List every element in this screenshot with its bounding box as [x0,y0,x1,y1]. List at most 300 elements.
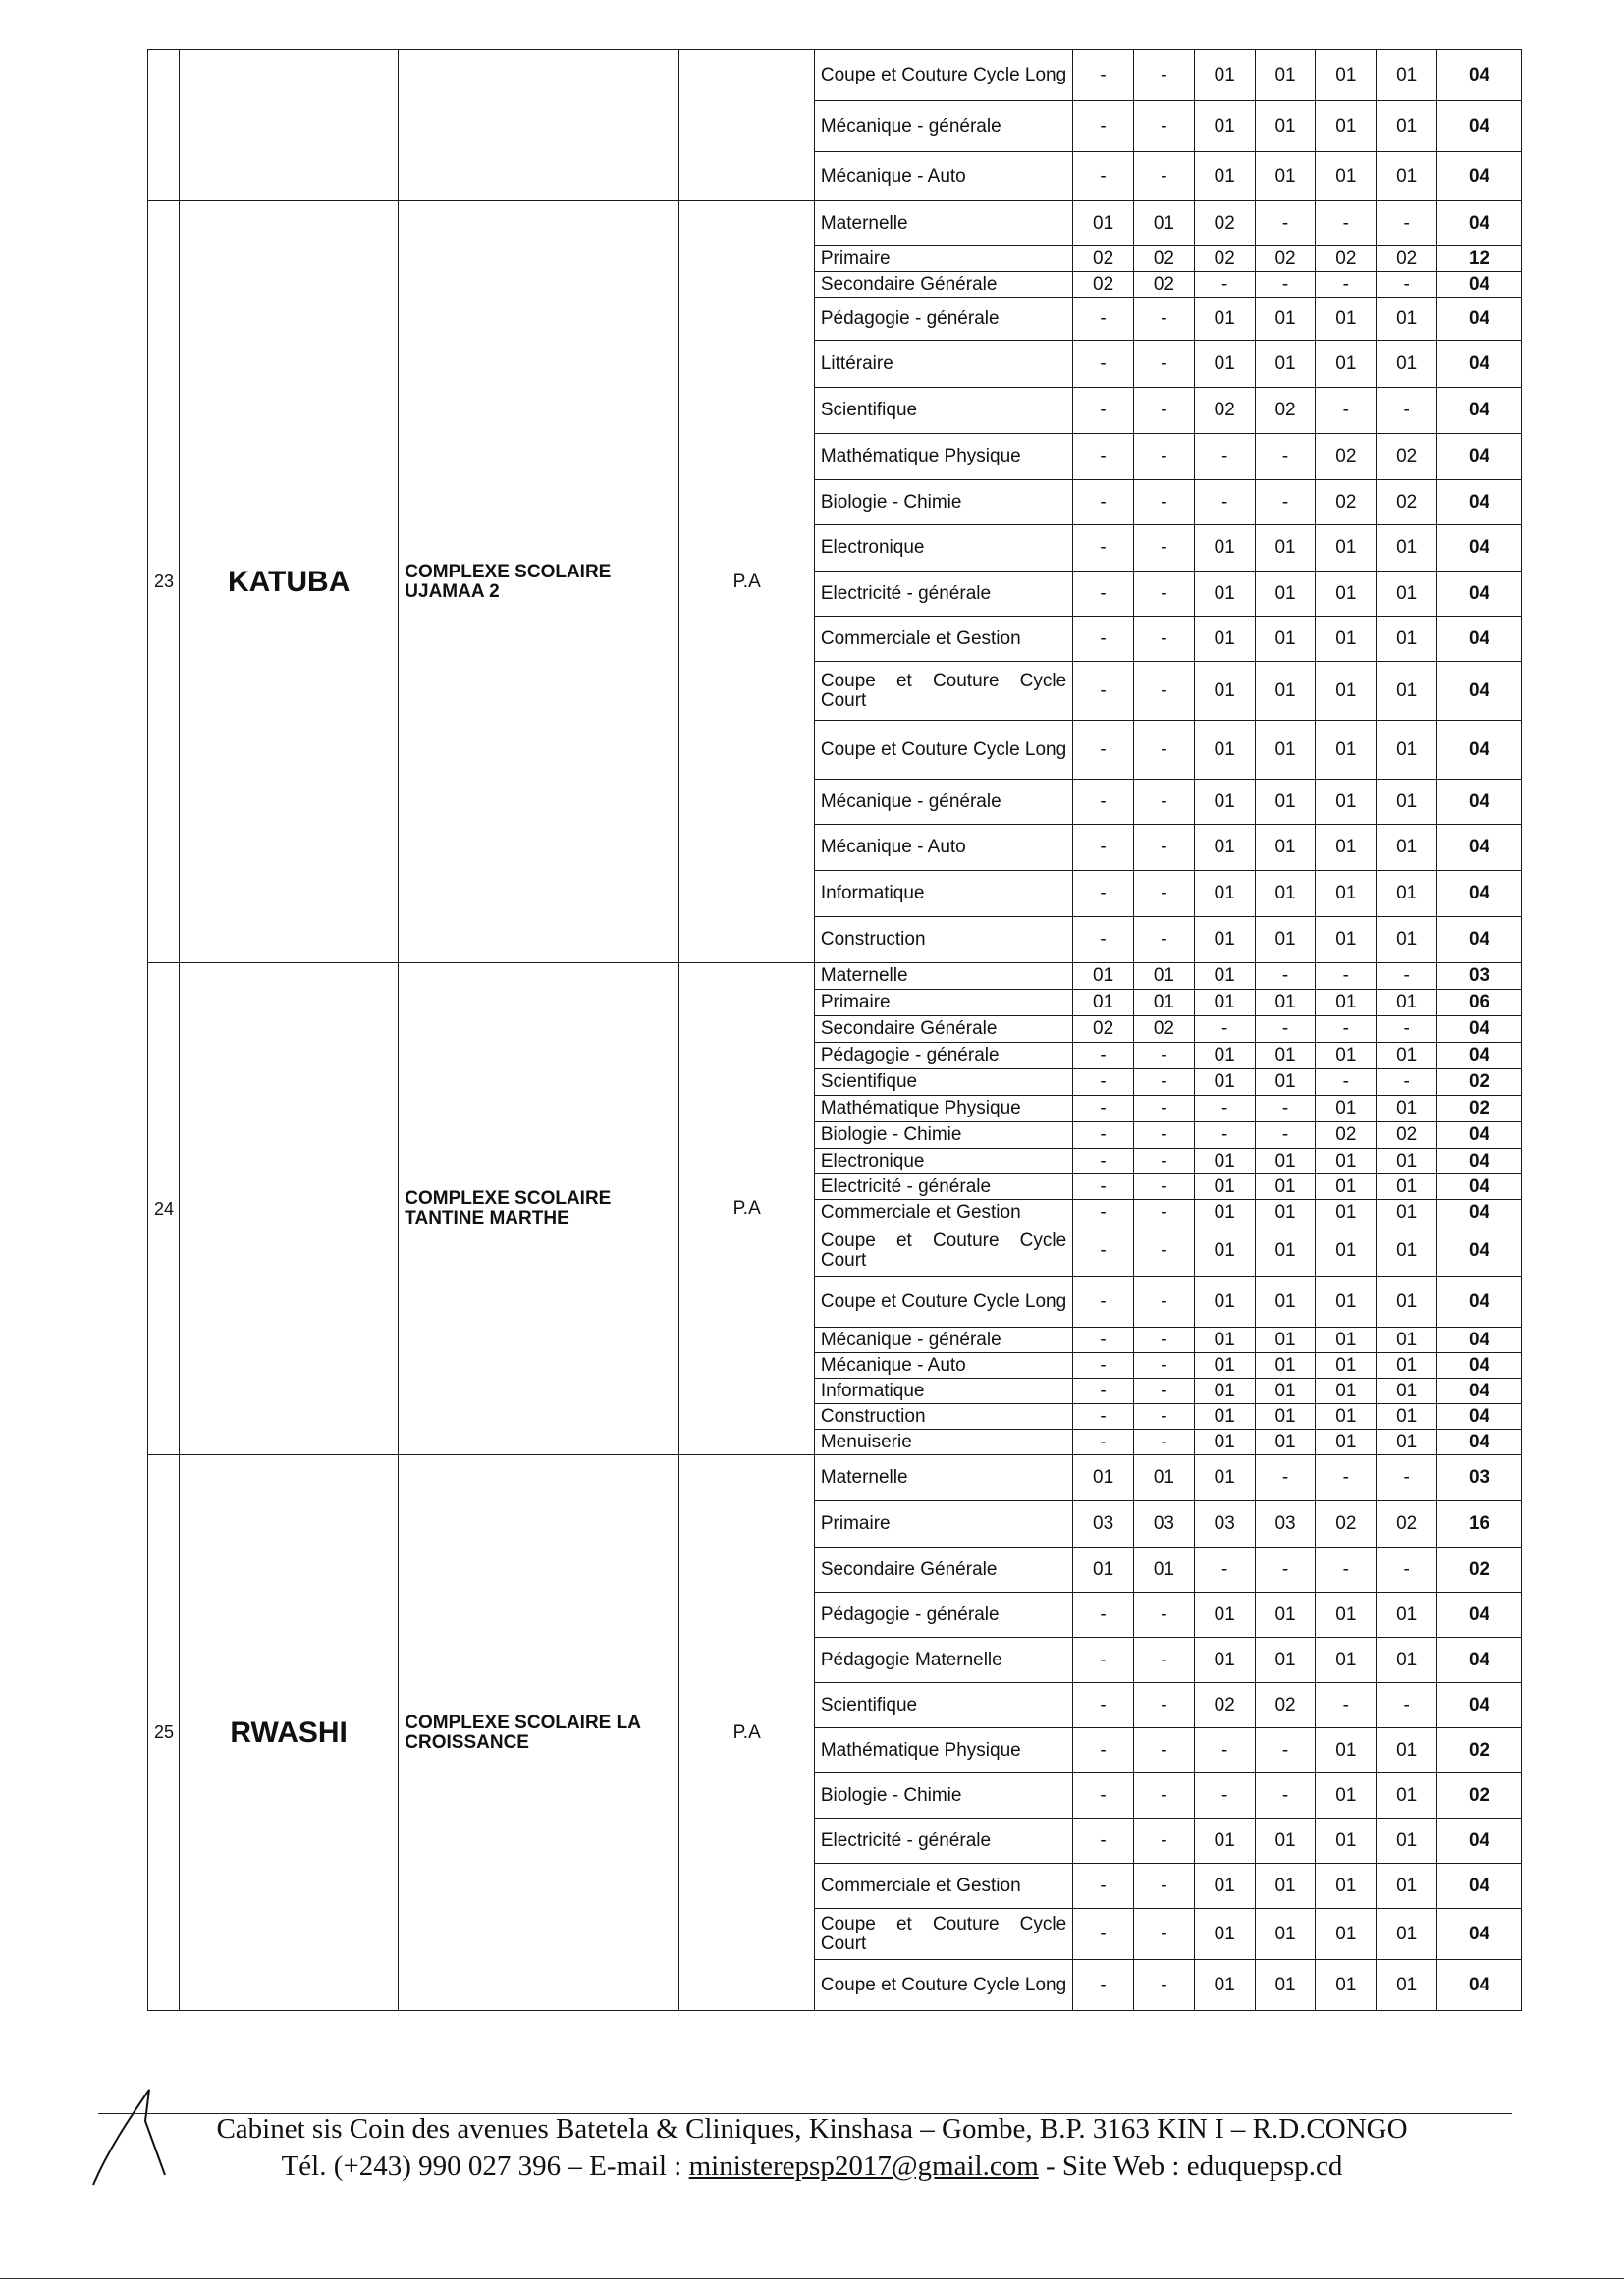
class-count-2: - [1133,341,1194,388]
management-regime: P.A [679,1455,814,2011]
class-count-1: - [1073,480,1134,525]
class-count-2: 01 [1133,963,1194,990]
option-name: Commerciale et Gestion [814,1200,1072,1225]
option-name: Informatique [814,871,1072,917]
class-count-6: 01 [1377,341,1437,388]
total-count: 02 [1437,1069,1522,1096]
class-count-4: 01 [1255,1174,1316,1200]
option-name: Mécanique - générale [814,1328,1072,1353]
class-count-4: 01 [1255,1149,1316,1174]
class-count-5: 01 [1316,780,1377,825]
class-count-3: - [1194,1728,1255,1773]
class-count-3: 01 [1194,1149,1255,1174]
school-number [148,50,180,201]
class-count-5: 02 [1316,434,1377,480]
class-count-2: - [1133,1638,1194,1683]
class-count-5: 01 [1316,917,1377,963]
class-count-3: 01 [1194,871,1255,917]
class-count-4: 01 [1255,1593,1316,1638]
class-count-4: 01 [1255,341,1316,388]
total-count: 04 [1437,1683,1522,1728]
class-count-3: - [1194,1096,1255,1122]
total-count: 02 [1437,1548,1522,1593]
total-count: 04 [1437,1638,1522,1683]
class-count-2: 02 [1133,246,1194,272]
total-count: 04 [1437,780,1522,825]
class-count-6: 01 [1377,298,1437,341]
option-name: Pédagogie - générale [814,1043,1072,1069]
class-count-2: - [1133,1043,1194,1069]
class-count-3: 01 [1194,1864,1255,1909]
class-count-5: - [1316,388,1377,434]
class-count-3: 01 [1194,917,1255,963]
class-count-2: - [1133,1404,1194,1430]
class-count-4: 01 [1255,780,1316,825]
class-count-6: 01 [1377,780,1437,825]
option-name: Coupe et Couture Cycle Long [814,721,1072,780]
class-count-5: 01 [1316,1096,1377,1122]
option-name: Primaire [814,246,1072,272]
total-count: 04 [1437,388,1522,434]
footer-email-link[interactable]: ministerepsp2017@gmail.com [688,2150,1039,2182]
option-name: Mécanique - Auto [814,825,1072,871]
total-count: 03 [1437,963,1522,990]
class-count-2: - [1133,662,1194,721]
class-count-1: 01 [1073,1455,1134,1501]
class-count-6: 02 [1377,1122,1437,1149]
class-count-4: 01 [1255,1909,1316,1960]
class-count-2: - [1133,298,1194,341]
class-count-2: - [1133,1149,1194,1174]
commune-name [180,963,399,1455]
management-regime: P.A [679,201,814,963]
total-count: 04 [1437,525,1522,572]
class-count-5: 01 [1316,572,1377,617]
total-count: 04 [1437,1819,1522,1864]
class-count-2: 01 [1133,1455,1194,1501]
class-count-1: 01 [1073,1548,1134,1593]
class-count-6: - [1377,1683,1437,1728]
option-name: Electricité - générale [814,1174,1072,1200]
total-count: 04 [1437,50,1522,101]
class-count-6: 01 [1377,1404,1437,1430]
class-count-6: 01 [1377,1430,1437,1455]
class-count-5: 01 [1316,1328,1377,1353]
total-count: 06 [1437,990,1522,1016]
total-count: 04 [1437,1379,1522,1404]
class-count-3: 01 [1194,1200,1255,1225]
class-count-1: - [1073,1277,1134,1328]
class-count-1: - [1073,1225,1134,1277]
class-count-4: 01 [1255,1353,1316,1379]
class-count-2: - [1133,1728,1194,1773]
class-count-1: - [1073,1593,1134,1638]
class-count-4: - [1255,1548,1316,1593]
total-count: 04 [1437,1043,1522,1069]
class-count-1: 01 [1073,990,1134,1016]
class-count-2: - [1133,1225,1194,1277]
class-count-5: 01 [1316,1773,1377,1819]
class-count-5: 01 [1316,1174,1377,1200]
class-count-5: - [1316,1069,1377,1096]
class-count-3: - [1194,480,1255,525]
class-count-4: 01 [1255,101,1316,152]
table-row [148,201,1522,246]
class-count-6: 01 [1377,101,1437,152]
class-count-4: - [1255,272,1316,298]
class-count-1: - [1073,1773,1134,1819]
class-count-4: 01 [1255,871,1316,917]
class-count-3: 01 [1194,298,1255,341]
class-count-1: - [1073,1096,1134,1122]
class-count-5: 01 [1316,1638,1377,1683]
school-name: COMPLEXE SCOLAIRE TANTINE MARTHE [399,963,679,1455]
class-count-3: 01 [1194,617,1255,662]
class-count-6: 01 [1377,1277,1437,1328]
class-count-6: - [1377,388,1437,434]
class-count-6: - [1377,1548,1437,1593]
class-count-5: 01 [1316,617,1377,662]
class-count-5: - [1316,963,1377,990]
class-count-3: 02 [1194,201,1255,246]
option-name: Primaire [814,990,1072,1016]
option-name: Mathématique Physique [814,434,1072,480]
class-count-3: 01 [1194,50,1255,101]
option-name: Scientifique [814,388,1072,434]
class-count-5: 01 [1316,1225,1377,1277]
class-count-6: 02 [1377,1501,1437,1548]
class-count-4: 01 [1255,50,1316,101]
class-count-6: - [1377,963,1437,990]
class-count-6: 01 [1377,1043,1437,1069]
total-count: 04 [1437,1864,1522,1909]
class-count-4: - [1255,201,1316,246]
class-count-3: 01 [1194,1225,1255,1277]
class-count-4: 01 [1255,525,1316,572]
class-count-1: - [1073,1864,1134,1909]
class-count-6: 01 [1377,617,1437,662]
class-count-4: 01 [1255,1277,1316,1328]
class-count-5: 01 [1316,1909,1377,1960]
class-count-4: - [1255,1096,1316,1122]
class-count-6: 01 [1377,525,1437,572]
class-count-2: - [1133,1200,1194,1225]
class-count-5: 01 [1316,341,1377,388]
class-count-3: 02 [1194,388,1255,434]
class-count-4: 01 [1255,1379,1316,1404]
class-count-3: 01 [1194,1069,1255,1096]
class-count-1: - [1073,341,1134,388]
class-count-1: - [1073,388,1134,434]
option-name: Commerciale et Gestion [814,1864,1072,1909]
class-count-1: 02 [1073,246,1134,272]
class-count-3: - [1194,1773,1255,1819]
class-count-4: 01 [1255,1819,1316,1864]
class-count-4: 01 [1255,990,1316,1016]
footer-address: Cabinet sis Coin des avenues Batetela & Cliniques, Kinshasa – Gombe, B.P. 3163 KIN I – R.D.CONGO [216,2113,1408,2145]
class-count-4: 01 [1255,662,1316,721]
class-count-4: - [1255,434,1316,480]
class-count-5: - [1316,272,1377,298]
option-name: Mathématique Physique [814,1096,1072,1122]
class-count-6: 01 [1377,1353,1437,1379]
option-name: Maternelle [814,1455,1072,1501]
class-count-2: 03 [1133,1501,1194,1548]
class-count-3: - [1194,272,1255,298]
total-count: 04 [1437,871,1522,917]
class-count-1: - [1073,780,1134,825]
class-count-3: 01 [1194,1379,1255,1404]
class-count-3: 01 [1194,525,1255,572]
class-count-6: - [1377,1069,1437,1096]
class-count-2: - [1133,1328,1194,1353]
class-count-2: - [1133,572,1194,617]
class-count-5: 01 [1316,1379,1377,1404]
class-count-1: 01 [1073,201,1134,246]
total-count: 04 [1437,662,1522,721]
class-count-6: 01 [1377,1149,1437,1174]
commune-name: KATUBA [180,201,399,963]
class-count-4: 01 [1255,1225,1316,1277]
total-count: 04 [1437,1122,1522,1149]
class-count-4: 01 [1255,152,1316,201]
class-count-1: - [1073,1683,1134,1728]
option-name: Pédagogie Maternelle [814,1638,1072,1683]
class-count-2: - [1133,1430,1194,1455]
class-count-2: - [1133,617,1194,662]
option-name: Littéraire [814,341,1072,388]
class-count-4: 01 [1255,825,1316,871]
class-count-4: - [1255,1773,1316,1819]
class-count-6: 01 [1377,1909,1437,1960]
total-count: 04 [1437,1149,1522,1174]
option-name: Coupe et Couture Cycle Long [814,1960,1072,2011]
class-count-6: 01 [1377,1328,1437,1353]
class-count-3: 01 [1194,1819,1255,1864]
class-count-3: 01 [1194,1455,1255,1501]
class-count-3: 01 [1194,1593,1255,1638]
total-count: 04 [1437,572,1522,617]
class-count-1: - [1073,1960,1134,2011]
footer-phone: Tél. (+243) 990 027 396 – E-mail : [281,2150,689,2182]
class-count-1: - [1073,298,1134,341]
class-count-2: - [1133,525,1194,572]
school-name: COMPLEXE SCOLAIRE LA CROISSANCE [399,1455,679,2011]
total-count: 02 [1437,1728,1522,1773]
class-count-6: 01 [1377,990,1437,1016]
option-name: Secondaire Générale [814,1016,1072,1043]
class-count-1: - [1073,434,1134,480]
class-count-4: 01 [1255,1043,1316,1069]
class-count-6: 01 [1377,871,1437,917]
total-count: 04 [1437,1174,1522,1200]
class-count-4: 01 [1255,1200,1316,1225]
class-count-2: - [1133,1122,1194,1149]
class-count-1: - [1073,871,1134,917]
class-count-3: 02 [1194,1683,1255,1728]
class-count-5: - [1316,201,1377,246]
total-count: 04 [1437,825,1522,871]
class-count-2: - [1133,871,1194,917]
management-regime [679,50,814,201]
class-count-2: - [1133,50,1194,101]
total-count: 04 [1437,341,1522,388]
class-count-1: - [1073,50,1134,101]
school-number: 24 [148,963,180,1455]
class-count-4: 01 [1255,572,1316,617]
option-name: Mécanique - Auto [814,1353,1072,1379]
class-count-1: - [1073,101,1134,152]
total-count: 16 [1437,1501,1522,1548]
table-body [148,50,1522,2011]
option-name: Maternelle [814,963,1072,990]
table-row [148,1455,1522,1501]
class-count-1: - [1073,1353,1134,1379]
class-count-1: - [1073,1638,1134,1683]
class-count-1: - [1073,525,1134,572]
class-count-1: 01 [1073,963,1134,990]
option-name: Secondaire Générale [814,272,1072,298]
total-count: 04 [1437,480,1522,525]
class-count-5: 01 [1316,101,1377,152]
class-count-6: 02 [1377,480,1437,525]
class-count-5: - [1316,1683,1377,1728]
class-count-1: - [1073,1404,1134,1430]
class-count-1: - [1073,1728,1134,1773]
class-count-6: 01 [1377,825,1437,871]
class-count-6: 01 [1377,50,1437,101]
class-count-2: - [1133,101,1194,152]
class-count-1: - [1073,617,1134,662]
class-count-2: - [1133,825,1194,871]
total-count: 02 [1437,1773,1522,1819]
option-name: Mécanique - générale [814,780,1072,825]
class-count-3: 01 [1194,341,1255,388]
class-count-2: - [1133,1069,1194,1096]
class-count-6: - [1377,1455,1437,1501]
total-count: 04 [1437,1404,1522,1430]
class-count-3: 01 [1194,1430,1255,1455]
class-count-1: - [1073,1069,1134,1096]
class-count-3: 01 [1194,721,1255,780]
class-count-2: - [1133,434,1194,480]
class-count-4: 01 [1255,1430,1316,1455]
class-count-5: 01 [1316,1864,1377,1909]
class-count-6: 01 [1377,1773,1437,1819]
class-count-3: 03 [1194,1501,1255,1548]
class-count-4: - [1255,1728,1316,1773]
total-count: 04 [1437,1225,1522,1277]
management-regime: P.A [679,963,814,1455]
class-count-3: 01 [1194,1960,1255,2011]
class-count-5: 02 [1316,246,1377,272]
class-count-5: - [1316,1548,1377,1593]
option-name: Construction [814,1404,1072,1430]
total-count: 04 [1437,101,1522,152]
class-count-6: 01 [1377,1096,1437,1122]
school-name: COMPLEXE SCOLAIRE UJAMAA 2 [399,201,679,963]
class-count-6: 01 [1377,721,1437,780]
class-count-2: 01 [1133,201,1194,246]
class-count-2: - [1133,1353,1194,1379]
class-count-6: 01 [1377,662,1437,721]
class-count-1: - [1073,1328,1134,1353]
total-count: 04 [1437,617,1522,662]
class-count-6: 01 [1377,1960,1437,2011]
option-name: Biologie - Chimie [814,1122,1072,1149]
option-name: Construction [814,917,1072,963]
class-count-5: 01 [1316,721,1377,780]
total-count: 04 [1437,721,1522,780]
class-count-1: - [1073,662,1134,721]
total-count: 04 [1437,201,1522,246]
class-count-4: 02 [1255,246,1316,272]
class-count-1: 03 [1073,1501,1134,1548]
total-count: 04 [1437,1353,1522,1379]
class-count-1: 02 [1073,1016,1134,1043]
class-count-2: 01 [1133,990,1194,1016]
class-count-3: 01 [1194,152,1255,201]
class-count-3: 01 [1194,1277,1255,1328]
class-count-5: 01 [1316,1728,1377,1773]
class-count-1: - [1073,1909,1134,1960]
class-count-2: - [1133,1174,1194,1200]
class-count-1: - [1073,825,1134,871]
class-count-1: - [1073,1122,1134,1149]
total-count: 04 [1437,1909,1522,1960]
class-count-1: - [1073,721,1134,780]
class-count-3: 01 [1194,1174,1255,1200]
page-bottom-rule [0,2278,1624,2279]
class-count-4: 01 [1255,1404,1316,1430]
class-count-3: 01 [1194,1909,1255,1960]
class-count-6: - [1377,1016,1437,1043]
option-name: Electricité - générale [814,1819,1072,1864]
class-count-5: 01 [1316,152,1377,201]
class-count-4: 01 [1255,1960,1316,2011]
class-count-3: 02 [1194,246,1255,272]
class-count-3: 01 [1194,1404,1255,1430]
class-count-3: 01 [1194,662,1255,721]
class-count-1: - [1073,1174,1134,1200]
class-count-5: - [1316,1016,1377,1043]
class-count-2: - [1133,1096,1194,1122]
class-count-4: 01 [1255,617,1316,662]
option-name: Maternelle [814,201,1072,246]
class-count-6: 01 [1377,152,1437,201]
class-count-2: - [1133,480,1194,525]
class-count-5: 01 [1316,1430,1377,1455]
class-count-1: - [1073,1819,1134,1864]
class-count-4: - [1255,1016,1316,1043]
class-count-3: 01 [1194,101,1255,152]
total-count: 04 [1437,1960,1522,2011]
class-count-5: 01 [1316,1353,1377,1379]
class-count-3: - [1194,1122,1255,1149]
class-count-3: 01 [1194,1638,1255,1683]
class-count-6: 01 [1377,1819,1437,1864]
class-count-1: - [1073,1379,1134,1404]
class-count-1: - [1073,152,1134,201]
school-number: 25 [148,1455,180,2011]
class-count-3: 01 [1194,963,1255,990]
class-count-6: - [1377,201,1437,246]
class-count-6: - [1377,272,1437,298]
option-name: Menuiserie [814,1430,1072,1455]
class-count-3: 01 [1194,1353,1255,1379]
class-count-6: 01 [1377,917,1437,963]
class-count-6: 01 [1377,1728,1437,1773]
